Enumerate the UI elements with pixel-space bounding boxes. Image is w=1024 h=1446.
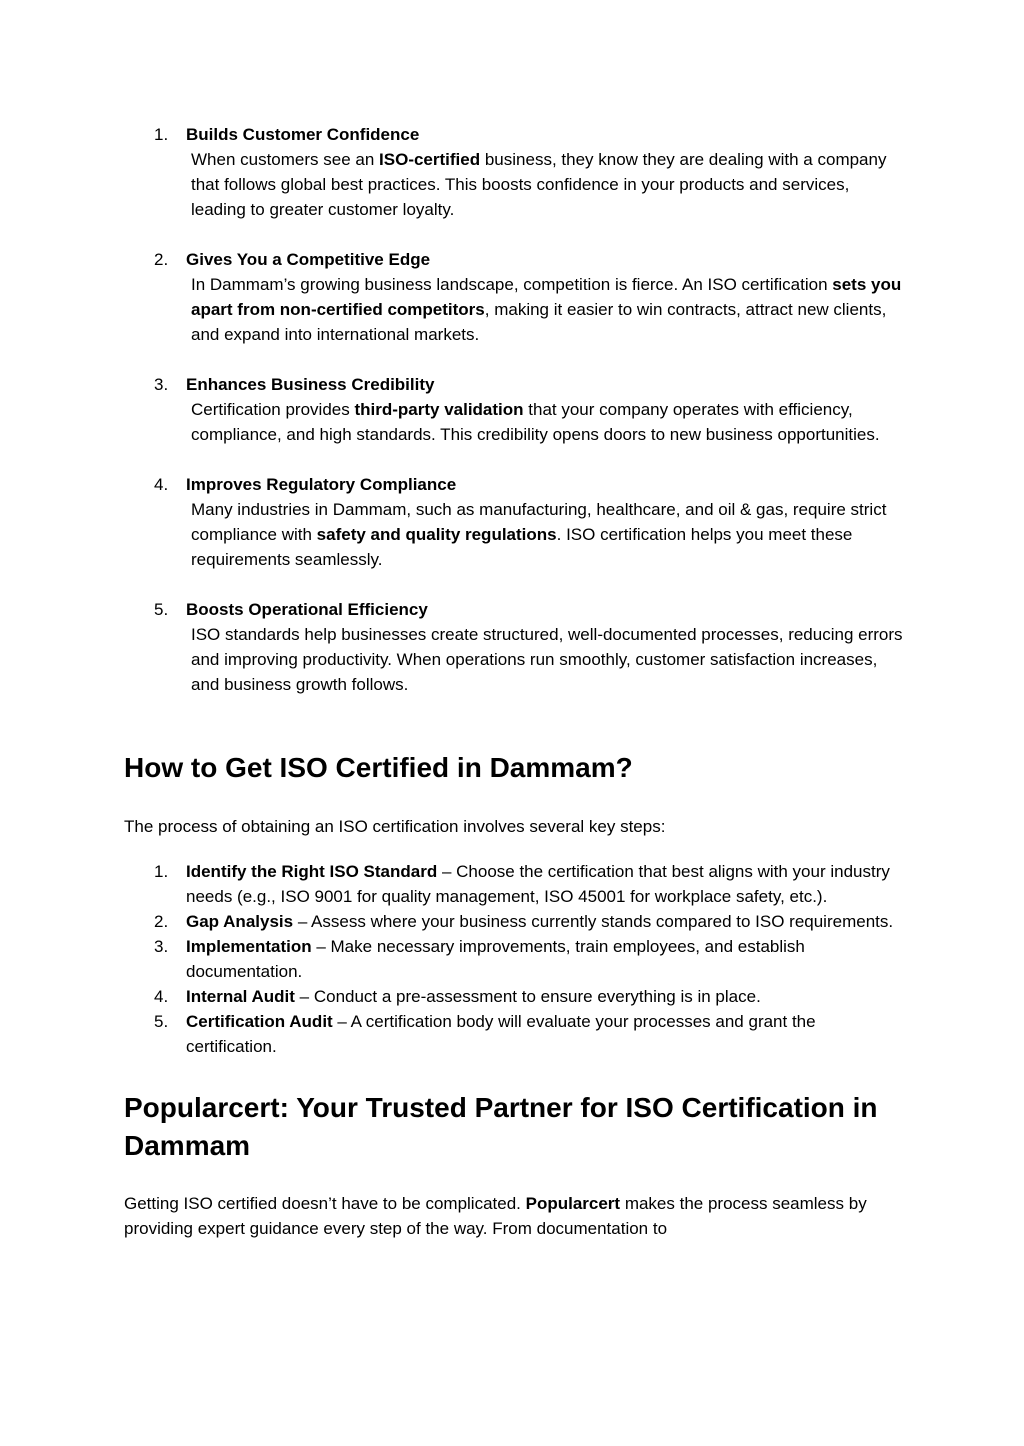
step-item-2 bbox=[124, 909, 904, 934]
step-item-3 bbox=[124, 934, 904, 984]
benefit-title: Builds Customer Confidence bbox=[186, 125, 420, 144]
benefit-highlight: safety and quality regulations bbox=[316, 525, 557, 544]
list-number: 3. bbox=[154, 937, 169, 956]
benefit-item-3 bbox=[124, 372, 904, 447]
benefit-highlight: third-party validation bbox=[354, 400, 524, 419]
benefit-description: Certification provides third-party validation that your company operates with efficiency, compliance, and high standards. This credibility opens doors to new business opportunities. bbox=[191, 400, 880, 444]
benefit-highlight: sets you apart from non-certified competitors bbox=[191, 275, 902, 319]
step-text: – Assess where your business currently stands compared to ISO requirements. bbox=[293, 912, 894, 931]
step-text: – Choose the certification that best aligns with your industry needs (e.g., ISO 9001 for quality management, ISO 45001 for workplace safety, etc.). bbox=[186, 862, 890, 906]
list-number: 4. bbox=[154, 987, 169, 1006]
list-number: 3. bbox=[154, 375, 169, 394]
section-intro: The process of obtaining an ISO certification involves several key steps: bbox=[124, 817, 666, 836]
section-paragraph: Getting ISO certified doesn’t have to be complicated. Popularcert makes the process seamless by providing expert guidance every step of the way. From documentation to bbox=[124, 1194, 867, 1238]
benefit-item-1 bbox=[124, 122, 904, 222]
steps-list bbox=[124, 859, 904, 1059]
step-text: – Make necessary improvements, train employees, and establish documentation. bbox=[186, 937, 805, 981]
benefit-item-2 bbox=[124, 247, 904, 347]
benefit-title: Enhances Business Credibility bbox=[186, 375, 435, 394]
list-number: 2. bbox=[154, 912, 169, 931]
step-item-5 bbox=[124, 1009, 904, 1059]
benefit-title: Gives You a Competitive Edge bbox=[186, 250, 431, 269]
benefit-description: ISO standards help businesses create structured, well-documented processes, reducing errors and improving productivity. When operations run smoothly, customer satisfaction increases, and business growth follows. bbox=[191, 625, 903, 694]
benefit-title: Boosts Operational Efficiency bbox=[186, 600, 428, 619]
step-title: Identify the Right ISO Standard bbox=[186, 862, 438, 881]
step-text: – Conduct a pre-assessment to ensure everything is in place. bbox=[294, 987, 761, 1006]
list-number: 4. bbox=[154, 475, 169, 494]
section-heading-partner: Popularcert: Your Trusted Partner for ISO Certification in Dammam bbox=[124, 1092, 878, 1161]
step-item-4 bbox=[124, 984, 904, 1009]
step-title: Implementation bbox=[186, 937, 312, 956]
benefit-item-5 bbox=[124, 597, 904, 697]
step-text: – A certification body will evaluate your processes and grant the certification. bbox=[186, 1012, 816, 1056]
document-page bbox=[124, 122, 904, 1241]
step-title: Internal Audit bbox=[186, 987, 295, 1006]
list-number: 2. bbox=[154, 250, 169, 269]
benefit-description: When customers see an ISO-certified business, they know they are dealing with a company that follows global best practices. This boosts confidence in your products and services, leading to greater customer loyalty. bbox=[191, 150, 887, 219]
brand-name: Popularcert bbox=[525, 1194, 621, 1213]
list-number: 5. bbox=[154, 1012, 169, 1031]
list-number: 1. bbox=[154, 125, 169, 144]
step-title: Gap Analysis bbox=[186, 912, 294, 931]
benefits-list bbox=[124, 122, 904, 697]
benefit-title: Improves Regulatory Compliance bbox=[186, 475, 457, 494]
benefit-highlight: ISO-certified bbox=[379, 150, 481, 169]
benefit-description: Many industries in Dammam, such as manufacturing, healthcare, and oil & gas, require strict compliance with safety and quality regulations. ISO certification helps you meet these requirements seamlessly. bbox=[191, 500, 887, 569]
benefit-description: In Dammam’s growing business landscape, competition is fierce. An ISO certification sets you apart from non-certified competitors, making it easier to win contracts, attract new clients, and expand into international markets. bbox=[191, 275, 902, 344]
step-title: Certification Audit bbox=[186, 1012, 333, 1031]
benefit-item-4 bbox=[124, 472, 904, 572]
list-number: 5. bbox=[154, 600, 169, 619]
step-item-1 bbox=[124, 859, 904, 909]
section-heading-how: How to Get ISO Certified in Dammam? bbox=[124, 752, 633, 783]
list-number: 1. bbox=[154, 862, 169, 881]
